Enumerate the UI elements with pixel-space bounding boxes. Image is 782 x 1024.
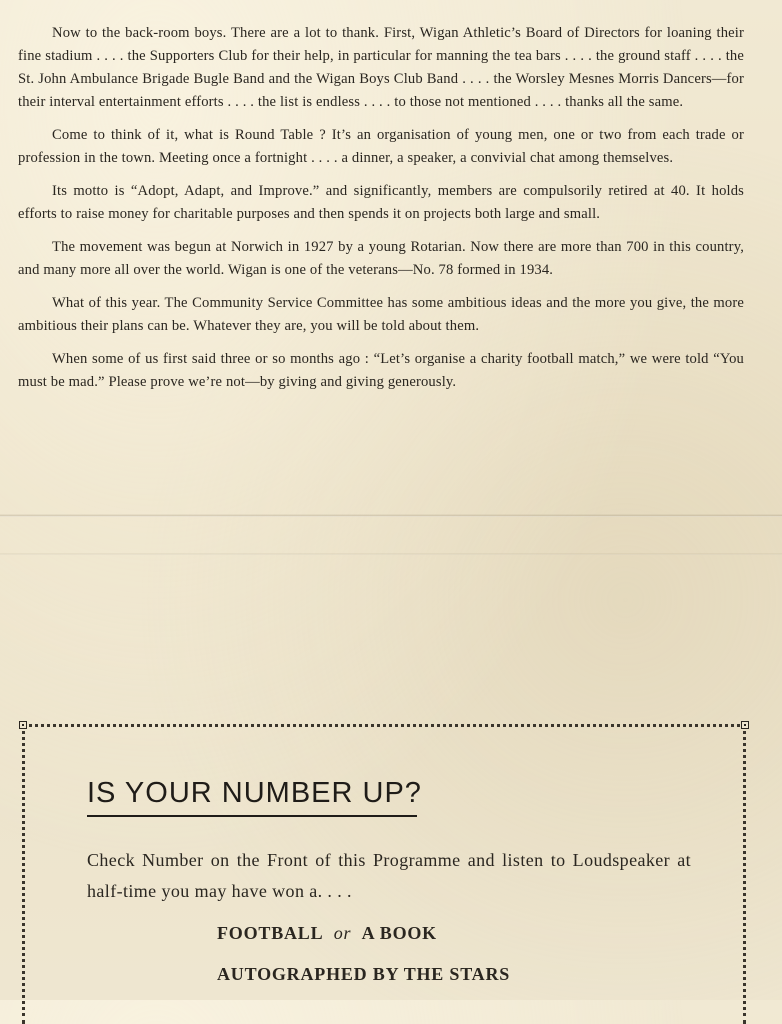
promo-headline: IS YOUR NUMBER UP? [87, 777, 422, 809]
box-corner-ornament [19, 721, 27, 729]
prize-or: or [333, 923, 352, 943]
article-paragraph: The movement was begun at Norwich in 1927 by a young Rotarian. Now there are more than 700 in this country, and many more all over the world. Wigan is one of the veterans—No. 78 formed in 1934. [18, 239, 744, 278]
article-paragraph: When some of us first said three or so months ago : “Let’s organise a charity football match,” we were told “You must be mad.” Please prove we’re not—by giving and giving generously. [18, 351, 744, 390]
article-paragraph: Its motto is “Adopt, Adapt, and Improve.” and significantly, members are compulsorily retired at 40. It holds efforts to raise money for charitable purposes and then spends it on projects both large and small. [18, 183, 744, 222]
article-paragraph: What of this year. The Community Service Committee has some ambitious ideas and the more you give, the more ambitious their plans can be. Whatever they are, you will be told about them. [18, 295, 744, 334]
paper-fold-crease [0, 553, 782, 555]
article-body [18, 22, 744, 404]
article-paragraph: Come to think of it, what is Round Table ? It’s an organisation of young men, one or two from each trade or profession in the town. Meeting once a fortnight . . . . a dinner, a speaker, a convivial chat among themselves. [18, 127, 744, 166]
promo-box [22, 724, 746, 1024]
promo-instruction: Check Number on the Front of this Programme and listen to Loudspeaker at half-time you may have won a. . . . [87, 850, 691, 901]
prize-book: A BOOK [361, 923, 437, 943]
article-paragraph: Now to the back-room boys. There are a lot to thank. First, Wigan Athletic’s Board of Directors for loaning their fine stadium . . . . the Supporters Club for their help, in particular for manning the tea bars . . . . the ground staff . . . . the St. John Ambulance Brigade Bugle Band and the Wigan Boys Club Band . . . . the Worsley Mesnes Morris Dancers—for their interval entertainment efforts . . . . the list is endless . . . . to those not mentioned . . . . thanks all the same. [18, 25, 744, 110]
prize-line-1 [217, 923, 437, 944]
prize-line-2: AUTOGRAPHED BY THE STARS [217, 964, 511, 984]
prize-football: FOOTBALL [217, 923, 323, 943]
box-corner-ornament [741, 721, 749, 729]
paper-fold-crease [0, 514, 782, 517]
headline-underline [87, 815, 417, 817]
